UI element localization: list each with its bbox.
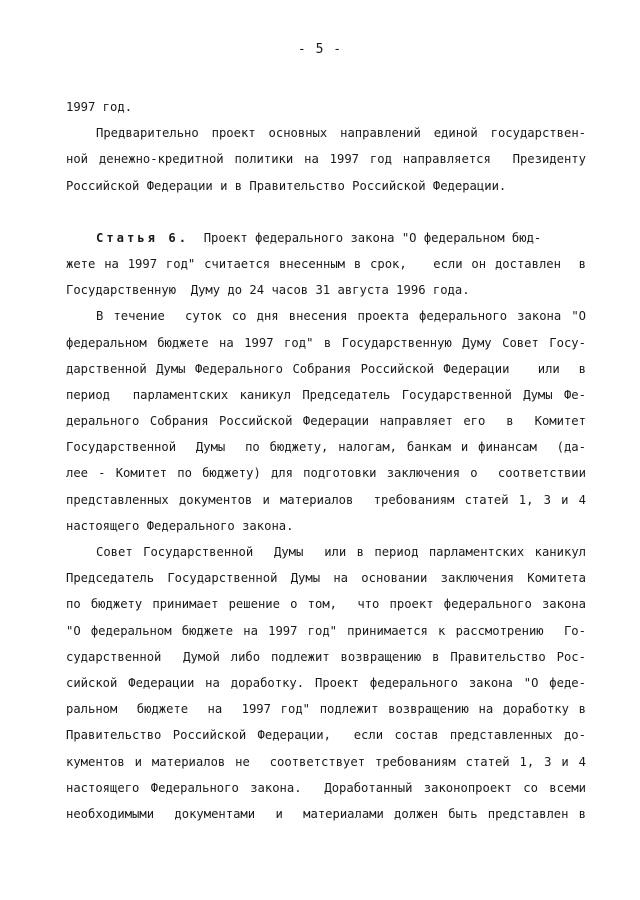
- article-paragraph: [66, 225, 586, 304]
- article-title: Статья 6.: [96, 230, 190, 245]
- text-line: Государственную Думу до 24 часов 31 августа 1996 года.: [66, 283, 470, 298]
- text-line: период парламентских каникул Председатель Государственной Думы Фе-: [66, 387, 586, 402]
- text-line: настоящего Федерального закона.: [66, 518, 294, 533]
- text-line: сийской Федерации на доработку. Проект федерального закона "О феде-: [66, 675, 586, 690]
- text-line: федеральном бюджете на 1997 год" в Государственную Думу Совет Госу-: [66, 335, 586, 350]
- text-line: В течение суток со дня внесения проекта федерального закона "О: [96, 309, 586, 324]
- text-line: сударственной Думой либо подлежит возвращению в Правительство Рос-: [66, 649, 586, 664]
- text-line: [66, 225, 586, 251]
- text-line: 1997 год.: [66, 100, 133, 114]
- text-line: Предварительно проект основных направлений единой государствен-: [96, 126, 586, 141]
- text-line: жете на 1997 год" считается внесенным в срок, если он доставлен в: [66, 256, 586, 271]
- text-line: Совет Государственной Думы или в период парламентских каникул: [96, 545, 586, 559]
- paragraph: [66, 539, 586, 827]
- text-line: Государственной Думы по бюджету, налогам, банкам и финансам (да-: [66, 440, 586, 455]
- text-line: дарственной Думы Федерального Собрания Российской Федерации или в: [66, 361, 586, 376]
- text-line: Правительство Российской Федерации, если состав представленных до-: [66, 728, 586, 743]
- page-number: - 5 -: [297, 42, 343, 57]
- text-line: дерального Собрания Российской Федерации направляет его в Комитет: [66, 414, 586, 429]
- text-line: по бюджету принимает решение о том, что проект федерального закона: [66, 597, 586, 612]
- paragraph-gap: [66, 199, 586, 225]
- text-line: Председатель Государственной Думы на основании заключения Комитета: [66, 571, 586, 586]
- text-line: ральном бюджете на 1997 год" подлежит возвращению на доработку в: [66, 702, 586, 717]
- text-line: кументов и материалов не соответствует требованиям статей 1, 3 и 4: [66, 754, 586, 769]
- article-text: Проект федерального закона "О федеральном бюд-: [189, 230, 542, 245]
- document-body: [66, 94, 586, 827]
- paragraph: [66, 94, 586, 120]
- text-line: лее - Комитет по бюджету) для подготовки заключения о соответствии: [66, 466, 586, 481]
- paragraph: [66, 303, 586, 539]
- text-line: Российской Федерации и в Правительство Российской Федерации.: [66, 178, 507, 193]
- text-line: ной денежно-кредитной политики на 1997 год направляется Президенту: [66, 152, 586, 167]
- text-line: необходимыми документами и материалами должен быть представлен в: [66, 806, 586, 821]
- paragraph: [66, 120, 586, 199]
- text-line: настоящего Федерального закона. Доработанный законопроект со всеми: [66, 780, 586, 795]
- text-line: "О федеральном бюджете на 1997 год" принимается к рассмотрению Го-: [66, 623, 586, 638]
- text-line: представленных документов и материалов требованиям статей 1, 3 и 4: [66, 492, 586, 507]
